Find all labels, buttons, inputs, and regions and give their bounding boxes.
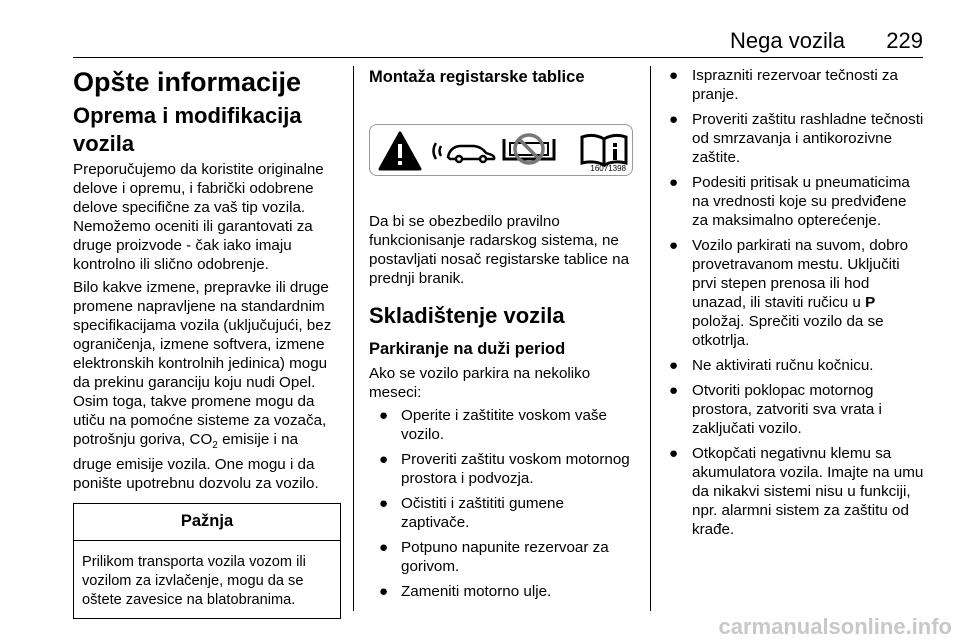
list-item: ● Isprazniti rezervoar tečnosti za pranje.	[669, 67, 898, 103]
list-item: ● Potpuno napunite rezervoar za gorivom.	[379, 539, 609, 575]
list-item: ● Operite i zaštitite voskom vaše vozilo.	[379, 407, 607, 443]
section-title-license-plate: Montaža registarske tablice	[369, 68, 585, 86]
column-divider-1	[353, 66, 354, 611]
list-item: ● Podesiti pritisak u pneumaticima na vrednosti koje su predviđene za maksimalno opterećenje.	[669, 174, 910, 229]
manual-book-icon	[582, 135, 626, 165]
paragraph-original-parts: Preporučujemo da koristite originalne delove i opremu, i fabrički odobrene delove specifične za vaš tip vozila. Nemožemo oceniti ili garantovati za druge proizvode - čak iako imaju kontrolno ili slično odobrenje.	[73, 161, 324, 273]
column-divider-2	[650, 66, 651, 611]
notice-text: Prilikom transporta vozila vozom ili vozilom za izvlačenje, mogu da se oštete zavesice na blatobranima.	[82, 554, 306, 609]
storage-list-2	[667, 66, 925, 539]
notice-title: Pažnja	[74, 504, 340, 541]
header-rule	[73, 57, 923, 58]
list-item: ● Zameniti motorno ulje.	[379, 583, 552, 600]
list-item: ● Otkopčati negativnu klemu sa akumulatora vozila. Imajte na umu da nikakvi sistemi nisu u funkciji, npr. alarmni sistem za zaštitu od krađe.	[669, 445, 924, 538]
paragraph-radar-warning: Da bi se obezbedilo pravilno funkcionisanje radarskog sistema, ne postavljati nosač registarske tablice na prednji branik.	[369, 213, 630, 287]
paragraph-parking-intro: Ako se vozilo parkira na nekoliko meseci:	[369, 365, 591, 401]
section-title-storage: Skladištenje vozila	[369, 303, 565, 328]
car-radar-icon	[434, 143, 495, 162]
section-title-general-info: Opšte informacije	[73, 67, 302, 97]
watermark: carmanualsonline.info	[718, 614, 952, 639]
column-3	[667, 66, 925, 545]
page-number: 229	[886, 28, 923, 53]
list-item: ● Očistiti i zaštititi gumene zaptivače.	[379, 495, 564, 531]
subsection-title-long-parking: Parkiranje na duži period	[369, 340, 566, 358]
warning-triangle-icon	[380, 133, 420, 169]
list-item: ● Vozilo parkirati na suvom, dobro provetravanom mestu. Uključiti prvi stepen prenosa ili hod unazad, ili staviti ručicu u P položaj. Sprečiti vozilo da se otkotrlja.	[669, 237, 909, 349]
subsection-title-equipment: Oprema i modifikacija vozila	[73, 103, 302, 156]
chapter-title: Nega vozila	[730, 28, 845, 53]
list-item: ● Ne aktivirati ručnu kočnicu.	[669, 357, 874, 374]
notice-box	[73, 503, 341, 619]
column-1	[73, 66, 341, 619]
warning-symbols-image	[369, 124, 633, 176]
paragraph-modifications: Bilo kakve izmene, prepravke ili druge promene napravljene na standardnim specifikacijama vozila (uključujući, bez ograničenja, izmene softvera, izmene elektronskih kontrolnih jedinica) mogu da prekinu garanciju koju nudi Opel. Osim toga, takve promene mogu da utiču na pomoćne sisteme za vozača, potrošnju goriva, $CO_2$ emisije i na druge emisije vozila. One mogu i da ponište upotrebnu dozvolu za vozilo.	[73, 279, 332, 493]
image-code: 16071398	[590, 164, 626, 173]
no-license-plate-bracket-icon	[504, 135, 554, 163]
list-item: ● Otvoriti poklopac motornog prostora, zatvoriti sva vrata i zaključati vozilo.	[669, 382, 882, 437]
column-2	[369, 66, 635, 607]
storage-list-1	[369, 406, 635, 601]
list-item: ● Proveriti zaštitu rashladne tečnosti od smrzavanja i antikorozivne zaštite.	[669, 111, 924, 166]
page-header	[73, 22, 923, 58]
list-item: ● Proveriti zaštitu voskom motornog prostora i podvozja.	[379, 451, 630, 487]
